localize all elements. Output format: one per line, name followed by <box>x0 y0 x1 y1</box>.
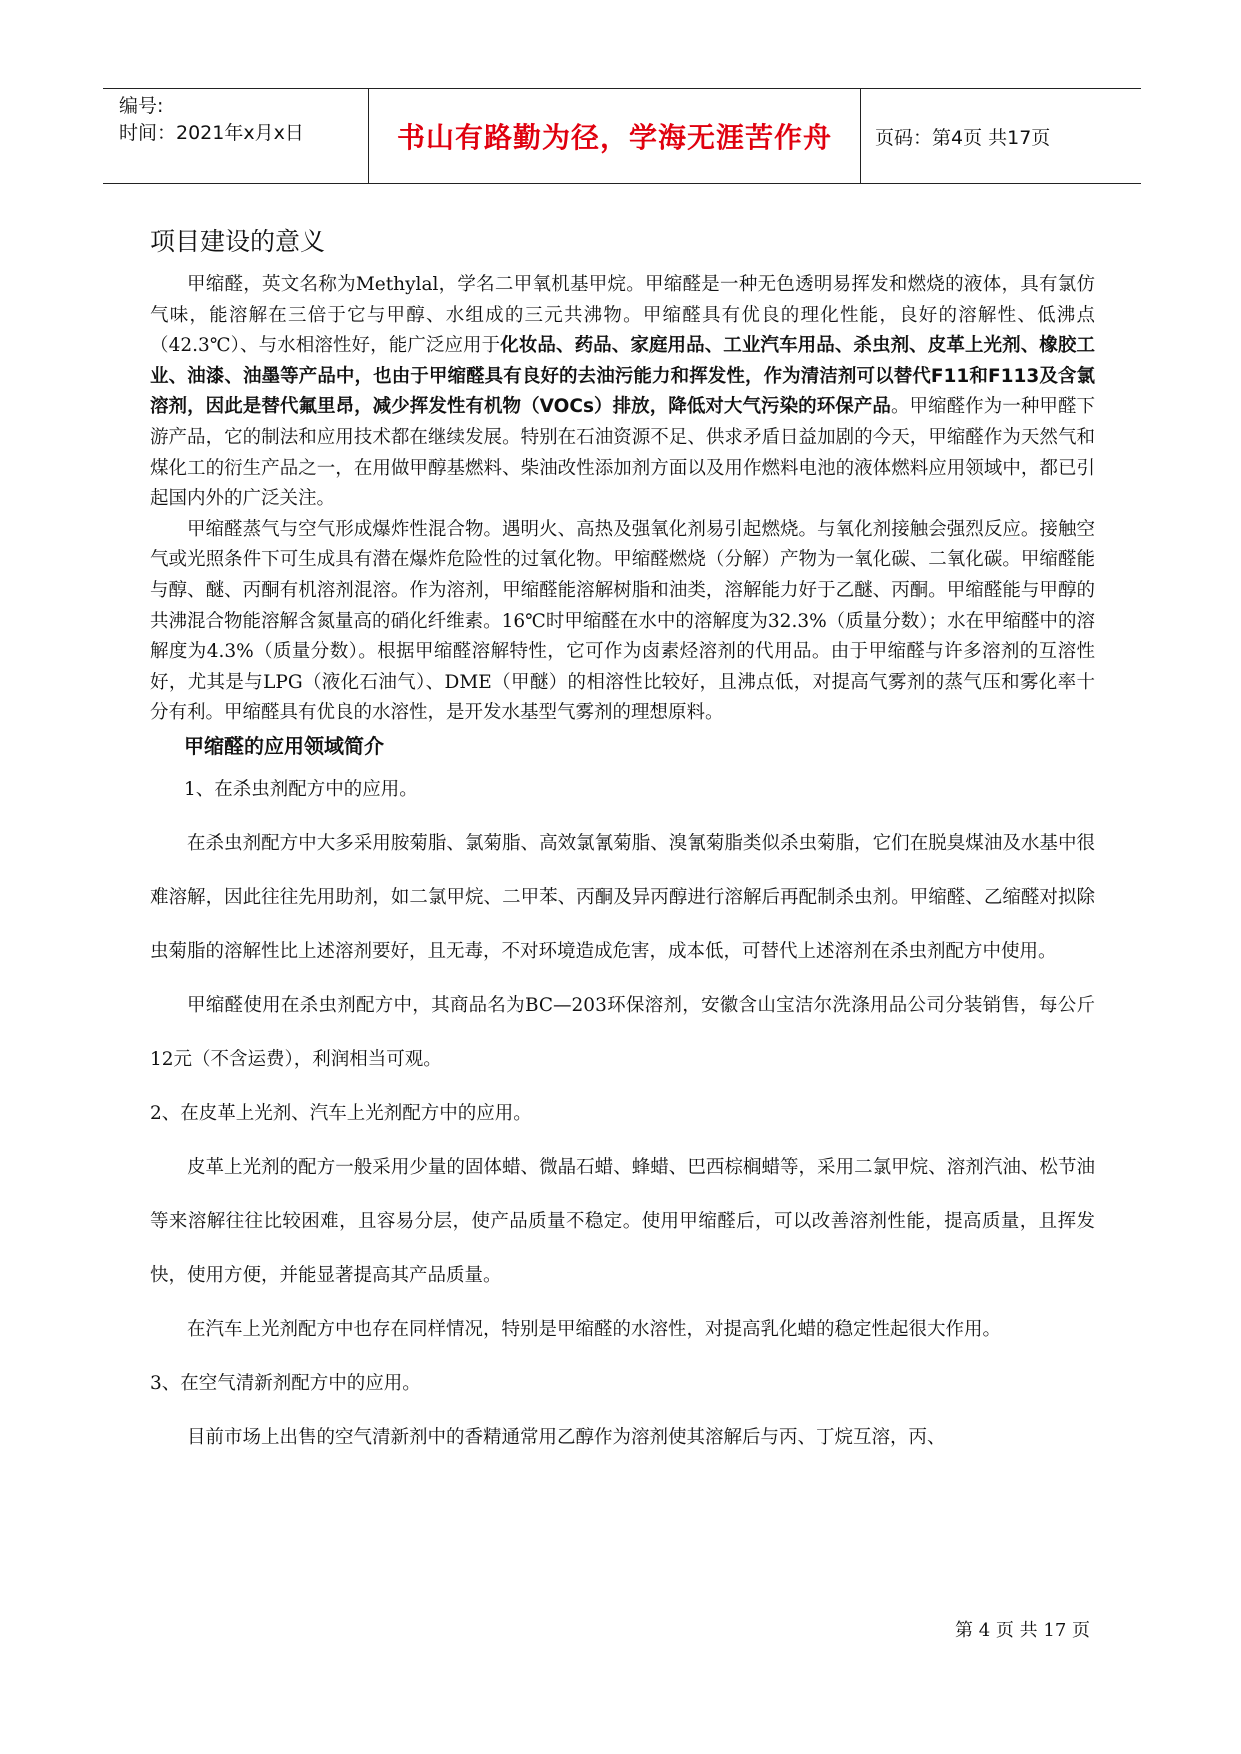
header-left <box>103 89 368 183</box>
intro-bold-text: 化妆品、药品、家庭用品、工业汽车用品、杀虫剂、皮革上光剂、橡胶工业、油漆、油墨等产品中，也由于甲缩醛具有良好的去油污能力和挥发性，作为清洁剂可以替代F11和F113及含氯溶剂，因此是替代氟里昂，减少挥发性有机物（VOCs）排放，降低对大气污染的环保产品 <box>150 335 1095 418</box>
header-motto: 书山有路勤为径，学海无涯苦作舟 <box>368 89 861 183</box>
item-3-paragraph-1: 目前市场上出售的空气清新剂中的香精通常用乙醇作为溶剂使其溶解后与丙、丁烷互溶，丙、 <box>187 1426 946 1448</box>
page-header <box>103 88 1141 184</box>
item-2-paragraph-2: 在汽车上光剂配方中也存在同样情况，特别是甲缩醛的水溶性，对提高乳化蜡的稳定性起很大作用。 <box>187 1318 1002 1340</box>
intro-text-c: 。甲缩醛作为一种甲醛下游产品，它的制法和应用技术都在继续发展。特别在石油资源不足、供求矛盾日益加剧的今天，甲缩醛作为天然气和煤化工的衍生产品之一，在用做甲醇基燃料、柴油改性添加剂方面以及用作燃料电池的液体燃料应用领域中，都已引起国内外的广泛关注。 <box>150 396 1095 510</box>
document-number-label: 编号: <box>119 95 164 117</box>
item-1-title: 1、在杀虫剂配方中的应用。 <box>184 778 418 800</box>
header-page-info: 页码：第4页 共17页 <box>875 126 1051 149</box>
item-1-paragraph-2: 甲缩醛使用在杀虫剂配方中，其商品名为BC—203环保溶剂，安徽含山宝洁尔洗涤用品公司分装销售，每公斤12元（不含运费），利润相当可观。 <box>150 994 1095 1070</box>
intro-paragraph-2: 甲缩醛蒸气与空气形成爆炸性混合物。遇明火、高热及强氧化剂易引起燃烧。与氧化剂接触会强烈反应。接触空气或光照条件下可生成具有潜在爆炸危险性的过氧化物。甲缩醛燃烧（分解）产物为一氧化碳、二氧化碳。甲缩醛能与醇、醚、丙酮有机溶剂混溶。作为溶剂，甲缩醛能溶解树脂和油类，溶解能力好于乙醚、丙酮。甲缩醛能与甲醇的共沸混合物能溶解含氮量高的硝化纤维素。16℃时甲缩醛在水中的溶解度为32.3%（质量分数）；水在甲缩醛中的溶解度为4.3%（质量分数）。根据甲缩醛溶解特性，它可作为卤素烃溶剂的代用品。由于甲缩醛与许多溶剂的互溶性好，尤其是与LPG（液化石油气）、DME（甲醚）的相溶性比较好，且沸点低，对提高气雾剂的蒸气压和雾化率十分有利。甲缩醛具有优良的水溶性，是开发水基型气雾剂的理想原料。 <box>150 518 1095 724</box>
document-body <box>150 222 1095 1465</box>
page-footer: 第 4 页 共 17 页 <box>955 1620 1090 1641</box>
item-2-paragraph-1: 皮革上光剂的配方一般采用少量的固体蜡、微晶石蜡、蜂蜡、巴西棕榈蜡等，采用二氯甲烷、溶剂汽油、松节油等来溶解往往比较困难，且容易分层，使产品质量不稳定。使用甲缩醛后，可以改善溶剂性能，提高质量，且挥发快，使用方便，并能显著提高其产品质量。 <box>150 1156 1095 1286</box>
section-title: 甲缩醛的应用领域简介 <box>184 733 384 758</box>
item-3-title: 3、在空气清新剂配方中的应用。 <box>150 1372 421 1394</box>
intro-paragraph-1 <box>150 270 1095 515</box>
item-1-paragraph-1: 在杀虫剂配方中大多采用胺菊脂、氯菊脂、高效氯氰菊脂、溴氰菊脂类似杀虫菊脂，它们在脱臭煤油及水基中很难溶解，因此往往先用助剂，如二氯甲烷、二甲苯、丙酮及异丙醇进行溶解后再配制杀虫剂。甲缩醛、乙缩醛对拟除虫菊脂的溶解性比上述溶剂要好，且无毒，不对环境造成危害，成本低，可替代上述溶剂在杀虫剂配方中使用。 <box>150 832 1095 962</box>
document-time: 时间：2021年x月x日 <box>119 122 304 144</box>
intro-text-a: 甲缩醛，英文名称为Methylal，学名二甲氧机基甲烷。甲缩醛是一种无色透明易挥发和燃烧的液体，具有氯仿气味，能溶解在三倍于它与甲醇、水组成的三元共沸物。甲缩醛具有优良的理化性能，良好的溶解性、低沸点（42.3℃）、与水相溶性好，能广泛应用于 <box>150 274 1095 357</box>
item-2-title: 2、在皮革上光剂、汽车上光剂配方中的应用。 <box>150 1102 532 1124</box>
page-title: 项目建设的意义 <box>150 227 326 256</box>
